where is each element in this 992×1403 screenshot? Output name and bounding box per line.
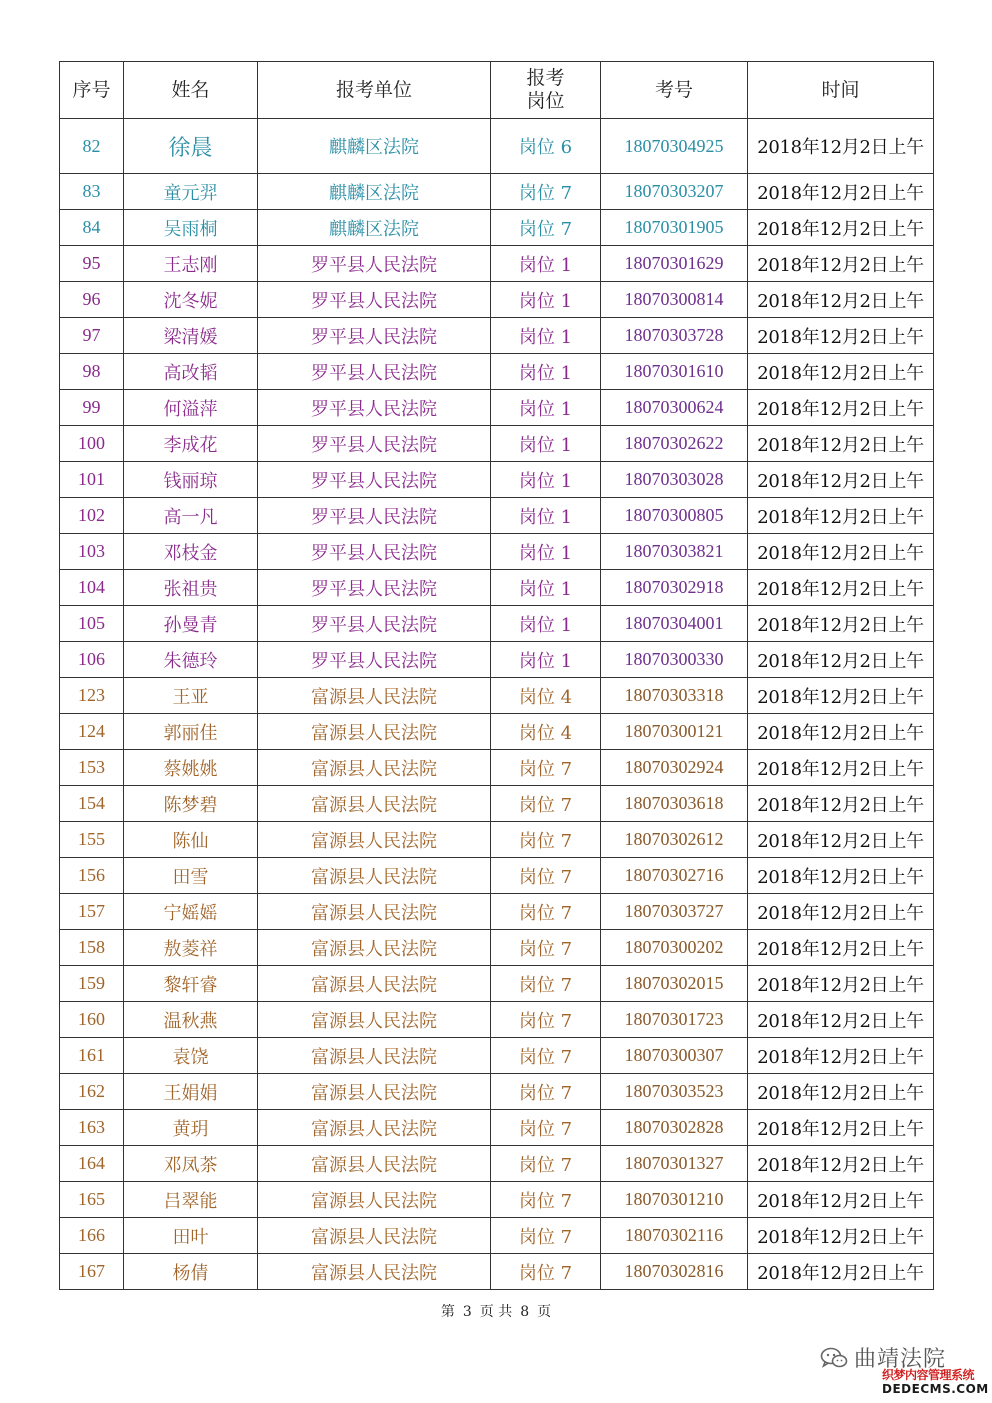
header-post <box>491 62 601 119</box>
cell-post: 岗位 7 <box>491 1254 601 1290</box>
cell-name: 邓凤茶 <box>124 1146 258 1182</box>
cell-seq: 161 <box>60 1038 124 1074</box>
cell-post: 岗位 7 <box>491 1110 601 1146</box>
table-row <box>60 1182 934 1218</box>
cell-time: 2018年12月2日上午 <box>748 1038 934 1074</box>
cell-unit: 罗平县人民法院 <box>258 246 491 282</box>
cell-name: 钱丽琼 <box>124 462 258 498</box>
cell-exam-id: 18070300202 <box>601 930 748 966</box>
table-row <box>60 930 934 966</box>
cell-seq: 156 <box>60 858 124 894</box>
cell-time: 2018年12月2日上午 <box>748 1254 934 1290</box>
wechat-icon <box>820 1346 848 1370</box>
cell-unit: 富源县人民法院 <box>258 1182 491 1218</box>
cell-name: 袁饶 <box>124 1038 258 1074</box>
table-row <box>60 498 934 534</box>
footer-prefix: 第 <box>440 1304 455 1320</box>
table-row <box>60 1110 934 1146</box>
table-row <box>60 678 934 714</box>
cell-exam-id: 18070300330 <box>601 642 748 678</box>
cell-time: 2018年12月2日上午 <box>748 786 934 822</box>
cell-unit: 富源县人民法院 <box>258 1146 491 1182</box>
cell-time: 2018年12月2日上午 <box>748 246 934 282</box>
cell-exam-id: 18070302612 <box>601 822 748 858</box>
cell-seq: 106 <box>60 642 124 678</box>
cell-name: 张祖贵 <box>124 570 258 606</box>
cell-seq: 158 <box>60 930 124 966</box>
cell-post: 岗位 1 <box>491 642 601 678</box>
cell-exam-id: 18070300307 <box>601 1038 748 1074</box>
exam-roster-table <box>59 61 934 1290</box>
cell-seq: 153 <box>60 750 124 786</box>
page-footer <box>0 1301 992 1321</box>
cell-time: 2018年12月2日上午 <box>748 119 934 174</box>
cell-name: 徐晨 <box>124 119 258 174</box>
cell-unit: 富源县人民法院 <box>258 858 491 894</box>
cell-exam-id: 18070301610 <box>601 354 748 390</box>
cell-unit: 麒麟区法院 <box>258 119 491 174</box>
cell-name: 蔡姚姚 <box>124 750 258 786</box>
cell-name: 陈梦碧 <box>124 786 258 822</box>
cell-time: 2018年12月2日上午 <box>748 390 934 426</box>
cell-time: 2018年12月2日上午 <box>748 354 934 390</box>
cell-unit: 富源县人民法院 <box>258 786 491 822</box>
cell-name: 王娟娟 <box>124 1074 258 1110</box>
cell-exam-id: 18070303727 <box>601 894 748 930</box>
header-row <box>60 62 934 119</box>
cell-post: 岗位 1 <box>491 354 601 390</box>
table-row <box>60 642 934 678</box>
cell-unit: 罗平县人民法院 <box>258 570 491 606</box>
stamp-line2: DEDECMS.COM <box>882 1382 989 1396</box>
cell-post: 岗位 1 <box>491 282 601 318</box>
cell-seq: 165 <box>60 1182 124 1218</box>
footer-page-number: 3 <box>462 1304 472 1320</box>
cell-post: 岗位 7 <box>491 1074 601 1110</box>
cell-post: 岗位 1 <box>491 426 601 462</box>
cell-exam-id: 18070302828 <box>601 1110 748 1146</box>
header-seq: 序号 <box>60 62 124 119</box>
cell-time: 2018年12月2日上午 <box>748 426 934 462</box>
cell-time: 2018年12月2日上午 <box>748 642 934 678</box>
cell-time: 2018年12月2日上午 <box>748 210 934 246</box>
table-row <box>60 318 934 354</box>
cell-time: 2018年12月2日上午 <box>748 606 934 642</box>
cell-post: 岗位 1 <box>491 390 601 426</box>
cell-name: 吕翠能 <box>124 1182 258 1218</box>
cell-seq: 95 <box>60 246 124 282</box>
cell-name: 宁媱媱 <box>124 894 258 930</box>
cell-post: 岗位 7 <box>491 1038 601 1074</box>
cell-seq: 82 <box>60 119 124 174</box>
cell-exam-id: 18070302015 <box>601 966 748 1002</box>
cell-time: 2018年12月2日上午 <box>748 930 934 966</box>
cell-post: 岗位 7 <box>491 174 601 210</box>
cell-seq: 164 <box>60 1146 124 1182</box>
cell-exam-id: 18070303618 <box>601 786 748 822</box>
stamp-line1: 织梦内容管理系统 <box>882 1368 975 1382</box>
cell-name: 吴雨桐 <box>124 210 258 246</box>
cell-exam-id: 18070303207 <box>601 174 748 210</box>
cell-exam-id: 18070302816 <box>601 1254 748 1290</box>
cell-time: 2018年12月2日上午 <box>748 966 934 1002</box>
cell-exam-id: 18070301905 <box>601 210 748 246</box>
header-post-line2: 岗位 <box>526 90 565 112</box>
cell-seq: 101 <box>60 462 124 498</box>
cell-name: 黎轩睿 <box>124 966 258 1002</box>
cell-name: 朱德玲 <box>124 642 258 678</box>
table-row <box>60 174 934 210</box>
footer-suffix: 页 <box>537 1304 552 1320</box>
cell-name: 梁清媛 <box>124 318 258 354</box>
cell-unit: 富源县人民法院 <box>258 822 491 858</box>
cell-name: 敖菱祥 <box>124 930 258 966</box>
cell-seq: 103 <box>60 534 124 570</box>
cell-time: 2018年12月2日上午 <box>748 570 934 606</box>
table-row <box>60 210 934 246</box>
table-row <box>60 714 934 750</box>
table-row <box>60 282 934 318</box>
table-row <box>60 750 934 786</box>
cell-unit: 富源县人民法院 <box>258 1002 491 1038</box>
header-time: 时间 <box>748 62 934 119</box>
cell-exam-id: 18070303028 <box>601 462 748 498</box>
cell-time: 2018年12月2日上午 <box>748 678 934 714</box>
header-unit: 报考单位 <box>258 62 491 119</box>
table-row <box>60 119 934 174</box>
cell-seq: 84 <box>60 210 124 246</box>
cell-exam-id: 18070303821 <box>601 534 748 570</box>
cell-post: 岗位 1 <box>491 246 601 282</box>
cell-unit: 富源县人民法院 <box>258 1218 491 1254</box>
header-id: 考号 <box>601 62 748 119</box>
table-row <box>60 426 934 462</box>
cell-time: 2018年12月2日上午 <box>748 462 934 498</box>
cell-exam-id: 18070301327 <box>601 1146 748 1182</box>
cell-time: 2018年12月2日上午 <box>748 822 934 858</box>
table-row <box>60 1254 934 1290</box>
cell-exam-id: 18070303318 <box>601 678 748 714</box>
cell-seq: 123 <box>60 678 124 714</box>
cell-seq: 96 <box>60 282 124 318</box>
cell-post: 岗位 1 <box>491 534 601 570</box>
cell-post: 岗位 1 <box>491 498 601 534</box>
table-row <box>60 606 934 642</box>
table-row <box>60 1038 934 1074</box>
cell-seq: 163 <box>60 1110 124 1146</box>
cell-unit: 富源县人民法院 <box>258 966 491 1002</box>
cell-time: 2018年12月2日上午 <box>748 1146 934 1182</box>
cell-unit: 富源县人民法院 <box>258 1254 491 1290</box>
cell-unit: 罗平县人民法院 <box>258 534 491 570</box>
cell-seq: 83 <box>60 174 124 210</box>
cell-post: 岗位 1 <box>491 606 601 642</box>
cell-seq: 99 <box>60 390 124 426</box>
cell-name: 邓枝金 <box>124 534 258 570</box>
cell-post: 岗位 7 <box>491 858 601 894</box>
table-body <box>60 119 934 1290</box>
cell-post: 岗位 1 <box>491 318 601 354</box>
cell-exam-id: 18070300624 <box>601 390 748 426</box>
cell-exam-id: 18070300121 <box>601 714 748 750</box>
cell-unit: 富源县人民法院 <box>258 894 491 930</box>
cell-exam-id: 18070301210 <box>601 1182 748 1218</box>
cell-time: 2018年12月2日上午 <box>748 714 934 750</box>
table-row <box>60 534 934 570</box>
cell-unit: 富源县人民法院 <box>258 714 491 750</box>
cell-seq: 104 <box>60 570 124 606</box>
cell-unit: 富源县人民法院 <box>258 750 491 786</box>
cell-unit: 罗平县人民法院 <box>258 354 491 390</box>
cell-unit: 罗平县人民法院 <box>258 498 491 534</box>
cell-unit: 罗平县人民法院 <box>258 390 491 426</box>
cell-seq: 157 <box>60 894 124 930</box>
table-row <box>60 462 934 498</box>
cell-name: 黄玥 <box>124 1110 258 1146</box>
cell-post: 岗位 6 <box>491 119 601 174</box>
cell-name: 何溢萍 <box>124 390 258 426</box>
cell-unit: 罗平县人民法院 <box>258 606 491 642</box>
cell-seq: 155 <box>60 822 124 858</box>
footer-middle: 页 共 <box>479 1304 513 1320</box>
cell-seq: 154 <box>60 786 124 822</box>
cell-seq: 102 <box>60 498 124 534</box>
cell-name: 孙曼青 <box>124 606 258 642</box>
cell-exam-id: 18070304001 <box>601 606 748 642</box>
cell-exam-id: 18070303523 <box>601 1074 748 1110</box>
cell-name: 高改韬 <box>124 354 258 390</box>
cell-time: 2018年12月2日上午 <box>748 1182 934 1218</box>
cell-seq: 105 <box>60 606 124 642</box>
cell-post: 岗位 4 <box>491 714 601 750</box>
cell-unit: 罗平县人民法院 <box>258 462 491 498</box>
cell-seq: 124 <box>60 714 124 750</box>
cell-post: 岗位 4 <box>491 678 601 714</box>
cell-time: 2018年12月2日上午 <box>748 858 934 894</box>
table-row <box>60 894 934 930</box>
table-row <box>60 246 934 282</box>
cell-unit: 罗平县人民法院 <box>258 318 491 354</box>
table-row <box>60 1002 934 1038</box>
cell-time: 2018年12月2日上午 <box>748 282 934 318</box>
cell-unit: 罗平县人民法院 <box>258 426 491 462</box>
cell-post: 岗位 7 <box>491 1218 601 1254</box>
cell-name: 陈仙 <box>124 822 258 858</box>
cell-exam-id: 18070300814 <box>601 282 748 318</box>
cell-name: 杨倩 <box>124 1254 258 1290</box>
cell-name: 沈冬妮 <box>124 282 258 318</box>
cell-seq: 159 <box>60 966 124 1002</box>
cell-name: 田雪 <box>124 858 258 894</box>
cell-unit: 罗平县人民法院 <box>258 282 491 318</box>
table-row <box>60 822 934 858</box>
cell-time: 2018年12月2日上午 <box>748 498 934 534</box>
cell-unit: 富源县人民法院 <box>258 1110 491 1146</box>
cell-name: 王志刚 <box>124 246 258 282</box>
cell-seq: 97 <box>60 318 124 354</box>
cell-time: 2018年12月2日上午 <box>748 750 934 786</box>
cell-unit: 富源县人民法院 <box>258 1074 491 1110</box>
cell-name: 田叶 <box>124 1218 258 1254</box>
cell-seq: 100 <box>60 426 124 462</box>
cell-post: 岗位 7 <box>491 1182 601 1218</box>
cell-seq: 166 <box>60 1218 124 1254</box>
cell-post: 岗位 1 <box>491 462 601 498</box>
cell-unit: 麒麟区法院 <box>258 174 491 210</box>
cell-exam-id: 18070304925 <box>601 119 748 174</box>
cell-post: 岗位 7 <box>491 966 601 1002</box>
cell-seq: 167 <box>60 1254 124 1290</box>
cell-post: 岗位 1 <box>491 570 601 606</box>
table-row <box>60 786 934 822</box>
cell-post: 岗位 7 <box>491 786 601 822</box>
cell-exam-id: 18070303728 <box>601 318 748 354</box>
cell-name: 温秋燕 <box>124 1002 258 1038</box>
cell-post: 岗位 7 <box>491 894 601 930</box>
cell-time: 2018年12月2日上午 <box>748 318 934 354</box>
dedecms-stamp <box>882 1368 990 1396</box>
cell-exam-id: 18070302924 <box>601 750 748 786</box>
cell-seq: 98 <box>60 354 124 390</box>
header-post-line1: 报考 <box>526 67 565 89</box>
cell-seq: 160 <box>60 1002 124 1038</box>
cell-time: 2018年12月2日上午 <box>748 1218 934 1254</box>
cell-exam-id: 18070301723 <box>601 1002 748 1038</box>
cell-exam-id: 18070302716 <box>601 858 748 894</box>
footer-total-pages: 8 <box>520 1304 530 1320</box>
cell-post: 岗位 7 <box>491 1146 601 1182</box>
table-row <box>60 1218 934 1254</box>
cell-name: 高一凡 <box>124 498 258 534</box>
cell-post: 岗位 7 <box>491 210 601 246</box>
cell-time: 2018年12月2日上午 <box>748 1074 934 1110</box>
table-row <box>60 390 934 426</box>
cell-time: 2018年12月2日上午 <box>748 1002 934 1038</box>
table-row <box>60 1146 934 1182</box>
cell-time: 2018年12月2日上午 <box>748 534 934 570</box>
header-name: 姓名 <box>124 62 258 119</box>
cell-unit: 罗平县人民法院 <box>258 642 491 678</box>
cell-unit: 麒麟区法院 <box>258 210 491 246</box>
cell-exam-id: 18070302918 <box>601 570 748 606</box>
table-row <box>60 570 934 606</box>
cell-name: 王亚 <box>124 678 258 714</box>
table-row <box>60 354 934 390</box>
table-row <box>60 966 934 1002</box>
cell-name: 童元羿 <box>124 174 258 210</box>
cell-exam-id: 18070300805 <box>601 498 748 534</box>
cell-time: 2018年12月2日上午 <box>748 894 934 930</box>
cell-post: 岗位 7 <box>491 930 601 966</box>
watermark-account-name: 曲靖法院 <box>854 1347 947 1372</box>
table-row <box>60 1074 934 1110</box>
cell-time: 2018年12月2日上午 <box>748 174 934 210</box>
cell-post: 岗位 7 <box>491 822 601 858</box>
cell-exam-id: 18070302116 <box>601 1218 748 1254</box>
cell-unit: 富源县人民法院 <box>258 1038 491 1074</box>
cell-unit: 富源县人民法院 <box>258 678 491 714</box>
cell-seq: 162 <box>60 1074 124 1110</box>
cell-name: 李成花 <box>124 426 258 462</box>
cell-post: 岗位 7 <box>491 750 601 786</box>
cell-post: 岗位 7 <box>491 1002 601 1038</box>
cell-name: 郭丽佳 <box>124 714 258 750</box>
cell-unit: 富源县人民法院 <box>258 930 491 966</box>
cell-exam-id: 18070301629 <box>601 246 748 282</box>
table-row <box>60 858 934 894</box>
cell-exam-id: 18070302622 <box>601 426 748 462</box>
cell-time: 2018年12月2日上午 <box>748 1110 934 1146</box>
